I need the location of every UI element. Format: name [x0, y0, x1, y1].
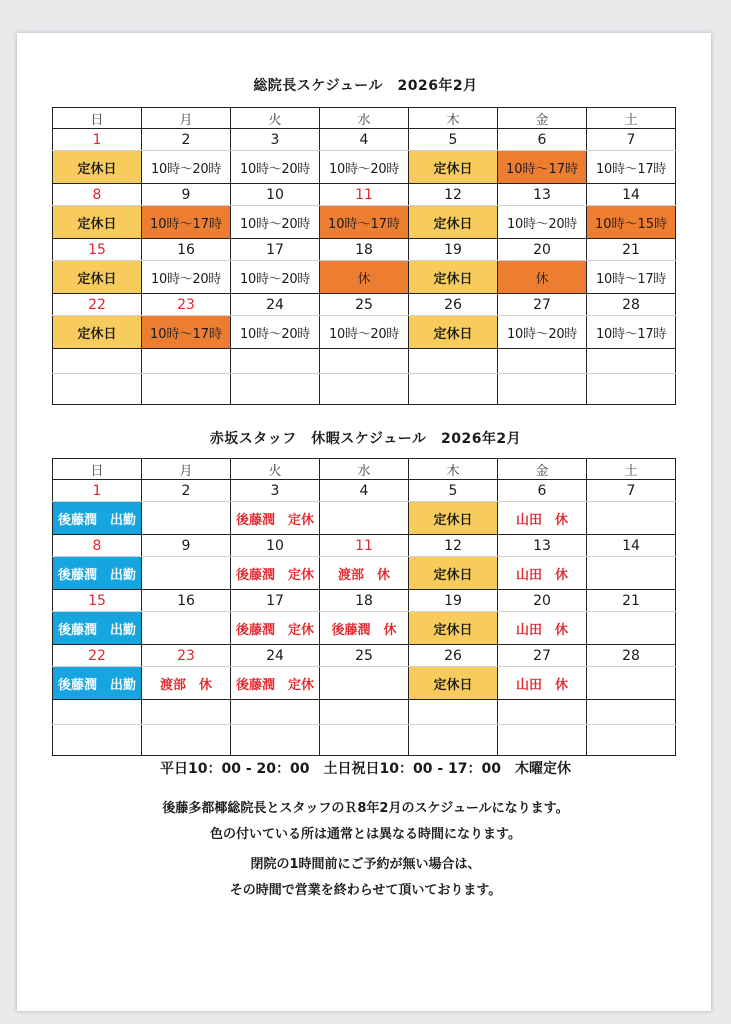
day-number: 4 [320, 480, 409, 502]
day-number: 3 [231, 129, 320, 151]
day-entry: 休 [498, 261, 587, 294]
day-number: 15 [53, 590, 142, 612]
day-number: 19 [409, 590, 498, 612]
empty-cell [142, 700, 231, 725]
footer-line-2: 色の付いている所は通常とは異なる時間になります。 [210, 827, 521, 842]
day-entry: 山田 休 [498, 557, 587, 590]
day-entry: 定休日 [409, 316, 498, 349]
day-number: 8 [53, 535, 142, 557]
day-number: 22 [53, 645, 142, 667]
staff-schedule-table [52, 458, 676, 756]
day-entry: 山田 休 [498, 502, 587, 535]
day-entry: 10時～17時 [587, 316, 676, 349]
day-number: 26 [409, 645, 498, 667]
empty-cell [498, 700, 587, 725]
day-entry: 山田 休 [498, 612, 587, 645]
day-entry [587, 612, 676, 645]
day-number: 27 [498, 294, 587, 316]
empty-cell [53, 374, 142, 405]
empty-cell [142, 725, 231, 756]
day-number: 24 [231, 294, 320, 316]
day-number: 16 [142, 239, 231, 261]
empty-cell [53, 349, 142, 374]
footer-line-3: 閉院の1時間前にご予約が無い場合は、 [250, 857, 481, 872]
day-entry: 後藤潤 定休 [231, 557, 320, 590]
day-entry: 10時～20時 [142, 151, 231, 184]
day-entry: 定休日 [409, 502, 498, 535]
empty-cell [498, 349, 587, 374]
empty-cell [53, 700, 142, 725]
day-number: 13 [498, 184, 587, 206]
day-entry [142, 557, 231, 590]
footer-line-1: 後藤多都椰総院長とスタッフのＲ8年2月のスケジュールになります。 [162, 801, 569, 816]
day-number: 9 [142, 184, 231, 206]
day-entry: 10時～17時 [587, 261, 676, 294]
day-entry [587, 502, 676, 535]
day-entry: 定休日 [409, 261, 498, 294]
business-hours: 平日10：00 - 20：00 土日祝日10：00 - 17：00 木曜定休 [160, 761, 571, 777]
day-number: 20 [498, 590, 587, 612]
empty-cell [409, 725, 498, 756]
day-number: 1 [53, 129, 142, 151]
weekday-header: 金 [498, 459, 587, 480]
empty-cell [409, 374, 498, 405]
day-entry: 10時～17時 [320, 206, 409, 239]
weekday-header: 土 [587, 108, 676, 129]
empty-cell [142, 349, 231, 374]
empty-cell [142, 374, 231, 405]
weekday-header: 水 [320, 459, 409, 480]
day-number: 10 [231, 184, 320, 206]
empty-cell [320, 374, 409, 405]
day-number: 24 [231, 645, 320, 667]
empty-cell [409, 700, 498, 725]
empty-cell [320, 700, 409, 725]
day-entry: 10時～20時 [231, 206, 320, 239]
day-number: 27 [498, 645, 587, 667]
weekday-header: 金 [498, 108, 587, 129]
day-entry: 定休日 [409, 557, 498, 590]
empty-cell [231, 700, 320, 725]
day-number: 22 [53, 294, 142, 316]
day-number: 25 [320, 645, 409, 667]
empty-cell [231, 349, 320, 374]
weekday-header: 日 [53, 108, 142, 129]
day-number: 19 [409, 239, 498, 261]
day-number: 5 [409, 480, 498, 502]
day-number: 1 [53, 480, 142, 502]
day-entry: 後藤潤 出勤 [53, 557, 142, 590]
day-entry: 10時～20時 [498, 206, 587, 239]
day-number: 21 [587, 590, 676, 612]
day-number: 26 [409, 294, 498, 316]
day-number: 28 [587, 294, 676, 316]
day-number: 12 [409, 184, 498, 206]
day-entry: 10時～15時 [587, 206, 676, 239]
empty-cell [587, 374, 676, 405]
day-number: 17 [231, 239, 320, 261]
day-number: 21 [587, 239, 676, 261]
empty-cell [231, 725, 320, 756]
day-entry: 休 [320, 261, 409, 294]
day-entry: 渡部 休 [142, 667, 231, 700]
day-number: 18 [320, 590, 409, 612]
weekday-header: 水 [320, 108, 409, 129]
weekday-header: 火 [231, 459, 320, 480]
day-entry: 10時～20時 [142, 261, 231, 294]
empty-cell [320, 349, 409, 374]
day-entry: 10時～20時 [231, 316, 320, 349]
day-entry: 定休日 [409, 151, 498, 184]
empty-cell [587, 725, 676, 756]
day-entry: 10時～17時 [498, 151, 587, 184]
day-number: 7 [587, 129, 676, 151]
day-entry [142, 502, 231, 535]
day-number: 3 [231, 480, 320, 502]
day-number: 13 [498, 535, 587, 557]
day-entry [587, 667, 676, 700]
day-entry: 定休日 [409, 612, 498, 645]
day-entry: 定休日 [409, 667, 498, 700]
day-number: 11 [320, 184, 409, 206]
day-entry: 山田 休 [498, 667, 587, 700]
empty-cell [587, 700, 676, 725]
day-number: 8 [53, 184, 142, 206]
footer-line-4: その時間で営業を終わらせて頂いております。 [229, 883, 502, 898]
day-number: 4 [320, 129, 409, 151]
schedule2-title: 赤坂スタッフ 休暇スケジュール 2026年2月 [209, 431, 522, 447]
empty-cell [587, 349, 676, 374]
day-entry: 定休日 [409, 206, 498, 239]
weekday-header: 木 [409, 108, 498, 129]
empty-cell [320, 725, 409, 756]
weekday-header: 月 [142, 459, 231, 480]
day-entry: 定休日 [53, 151, 142, 184]
day-entry: 後藤潤 出勤 [53, 502, 142, 535]
weekday-header: 土 [587, 459, 676, 480]
day-number: 6 [498, 129, 587, 151]
day-number: 20 [498, 239, 587, 261]
empty-cell [498, 374, 587, 405]
day-number: 7 [587, 480, 676, 502]
day-entry: 10時～20時 [320, 151, 409, 184]
day-entry: 10時～20時 [231, 151, 320, 184]
day-entry [142, 612, 231, 645]
day-number: 2 [142, 480, 231, 502]
day-number: 2 [142, 129, 231, 151]
day-number: 5 [409, 129, 498, 151]
day-entry: 10時～20時 [498, 316, 587, 349]
day-entry [587, 557, 676, 590]
day-number: 11 [320, 535, 409, 557]
day-entry: 定休日 [53, 316, 142, 349]
empty-cell [409, 349, 498, 374]
day-number: 6 [498, 480, 587, 502]
day-entry: 10時～17時 [142, 206, 231, 239]
day-entry: 定休日 [53, 261, 142, 294]
day-number: 12 [409, 535, 498, 557]
day-number: 14 [587, 184, 676, 206]
day-entry: 後藤潤 定休 [231, 667, 320, 700]
weekday-header: 月 [142, 108, 231, 129]
day-entry: 10時～20時 [320, 316, 409, 349]
day-number: 18 [320, 239, 409, 261]
schedule1-title: 総院長スケジュール 2026年2月 [253, 78, 478, 94]
day-entry: 後藤潤 出勤 [53, 612, 142, 645]
day-number: 23 [142, 645, 231, 667]
weekday-header: 火 [231, 108, 320, 129]
weekday-header: 木 [409, 459, 498, 480]
empty-cell [231, 374, 320, 405]
day-number: 28 [587, 645, 676, 667]
day-entry: 後藤潤 出勤 [53, 667, 142, 700]
day-entry: 後藤潤 定休 [231, 612, 320, 645]
day-entry [320, 667, 409, 700]
day-entry [320, 502, 409, 535]
empty-cell [498, 725, 587, 756]
day-entry: 定休日 [53, 206, 142, 239]
empty-cell [53, 725, 142, 756]
day-entry: 10時～20時 [231, 261, 320, 294]
day-number: 23 [142, 294, 231, 316]
day-entry: 後藤潤 定休 [231, 502, 320, 535]
day-number: 14 [587, 535, 676, 557]
director-schedule-table [52, 107, 676, 405]
day-entry: 渡部 休 [320, 557, 409, 590]
day-number: 10 [231, 535, 320, 557]
weekday-header: 日 [53, 459, 142, 480]
day-entry: 10時～17時 [142, 316, 231, 349]
day-number: 9 [142, 535, 231, 557]
day-number: 17 [231, 590, 320, 612]
day-number: 25 [320, 294, 409, 316]
day-entry: 10時～17時 [587, 151, 676, 184]
day-entry: 後藤潤 休 [320, 612, 409, 645]
day-number: 15 [53, 239, 142, 261]
day-number: 16 [142, 590, 231, 612]
